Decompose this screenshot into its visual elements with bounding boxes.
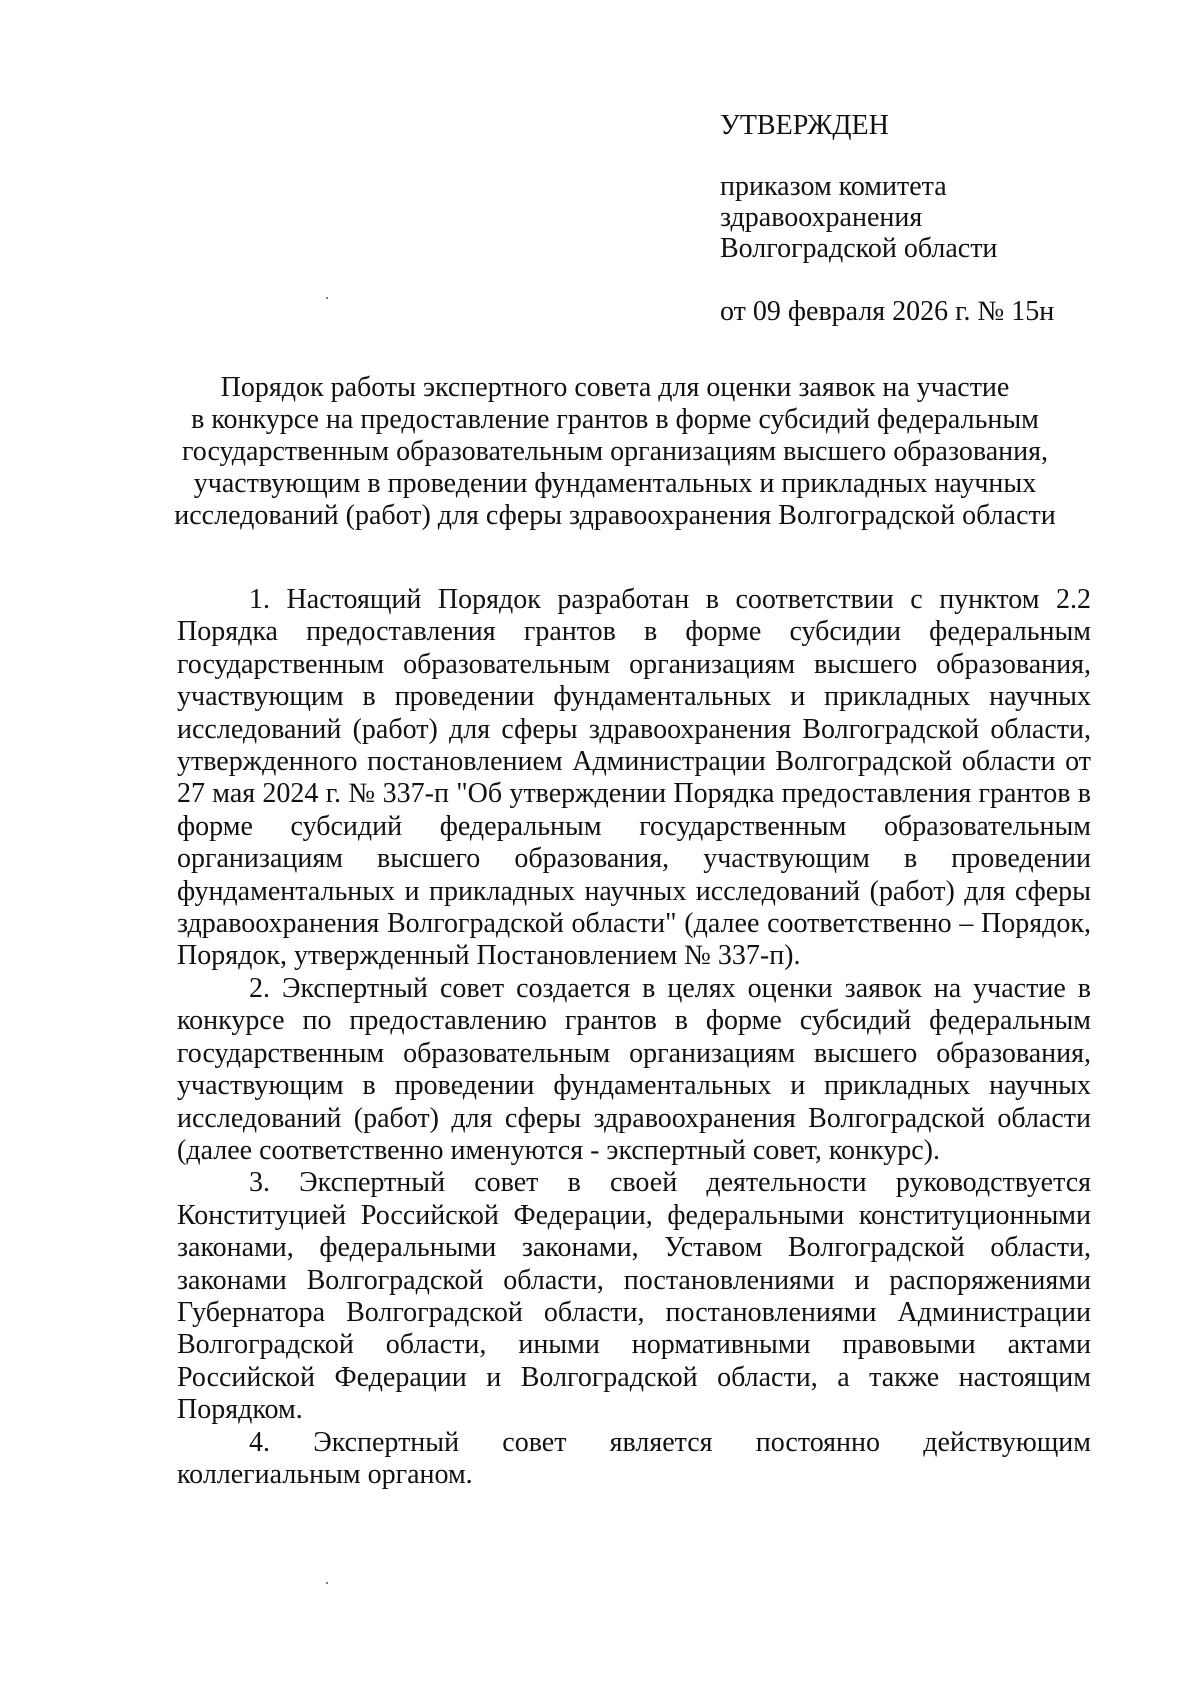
scan-speck: [326, 297, 328, 299]
title-line: исследований (работ) для сферы здравоохранения Волгоградской области: [174, 500, 1056, 531]
approval-heading: УТВЕРЖДЕН: [720, 110, 889, 141]
approval-line: здравоохранения: [720, 202, 923, 233]
title-line: в конкурсе на предоставление грантов в форме субсидий федеральным: [191, 404, 1039, 435]
paragraph-4: 4. Экспертный совет является постоянно действующим коллегиальным органом.: [177, 1426, 1091, 1490]
approval-line: Волгоградской области: [720, 233, 998, 264]
approval-date: от 09 февраля 2026 г. № 15н: [720, 296, 1055, 327]
approval-stamp-block: [720, 110, 1140, 327]
scan-speck: [326, 1582, 328, 1584]
document-body: [177, 584, 1091, 1491]
title-line: участвующим в проведении фундаментальных и прикладных научных: [193, 468, 1037, 499]
approval-line: приказом комитета: [720, 171, 947, 202]
document-title: [140, 372, 1090, 532]
title-line: Порядок работы экспертного совета для оценки заявок на участие: [220, 372, 1010, 403]
title-line: государственным образовательным организациям высшего образования,: [181, 436, 1049, 467]
paragraph-1: 1. Настоящий Порядок разработан в соответствии с пунктом 2.2 Порядка предоставления грантов в форме субсидии федеральным государственным образовательным организациям высшего образования, участвующим в проведении фундаментальных и прикладных научных исследований (работ) для сферы здравоохранения Волгоградской области, утвержденного постановлением Администрации Волгоградской области от 27 мая 2024 г. № 337-п "Об утверждении Порядка предоставления грантов в форме субсидий федеральным государственным образовательным организациям высшего образования, участвующим в проведении фундаментальных и прикладных научных исследований (работ) для сферы здравоохранения Волгоградской области" (далее соответственно – Порядок, Порядок, утвержденный Постановлением № 337-п).: [177, 584, 1091, 972]
paragraph-3: 3. Экспертный совет в своей деятельности руководствуется Конституцией Российской Федерации, федеральными конституционными законами, федеральными законами, Уставом Волгоградской области, законами Волгоградской области, постановлениями и распоряжениями Губернатора Волгоградской области, постановлениями Администрации Волгоградской области, иными нормативными правовыми актами Российской Федерации и Волгоградской области, а также настоящим Порядком.: [177, 1167, 1091, 1426]
paragraph-2: 2. Экспертный совет создается в целях оценки заявок на участие в конкурсе по предоставлению грантов в форме субсидий федеральным государственным образовательным организациям высшего образования, участвующим в проведении фундаментальных и прикладных научных исследований (работ) для сферы здравоохранения Волгоградской области (далее соответственно именуются - экспертный совет, конкурс).: [177, 972, 1091, 1166]
